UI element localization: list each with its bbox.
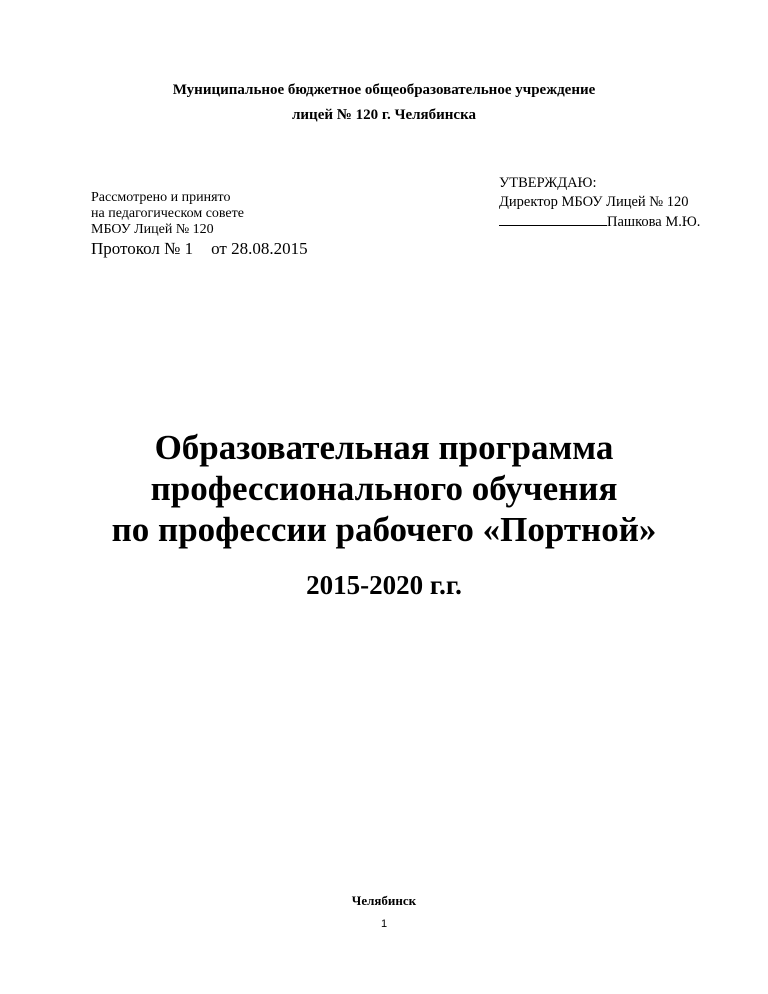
document-title-line3: по профессии рабочего «Портной» (111, 510, 657, 549)
approval-signatory: Пашкова М.Ю. (607, 214, 701, 230)
organization-name-line1: Муниципальное бюджетное общеобразовательное учреждение (172, 82, 596, 98)
document-title-line2: профессионального обучения (150, 469, 618, 508)
document-title-line1: Образовательная программа (154, 428, 614, 467)
review-line2: на педагогическом совете (91, 206, 244, 221)
review-block (91, 190, 308, 259)
approval-block (499, 174, 700, 232)
page-number: 1 (380, 918, 388, 930)
protocol-date: от 28.08.2015 (211, 239, 308, 258)
review-line1: Рассмотрено и принято (91, 190, 231, 205)
approval-position: Директор МБОУ Лицей № 120 (499, 194, 689, 210)
protocol-label: Протокол № 1 (91, 239, 194, 258)
protocol-line (91, 239, 308, 259)
approval-heading: УТВЕРЖДАЮ: (499, 175, 597, 191)
review-line3: МБОУ Лицей № 120 (91, 222, 214, 237)
organization-name-line2: лицей № 120 г. Челябинска (292, 107, 476, 123)
city-name: Челябинск (351, 893, 417, 908)
program-years: 2015-2020 г.г. (306, 570, 462, 600)
approval-signature-line (499, 212, 700, 232)
signature-underline (499, 212, 607, 226)
